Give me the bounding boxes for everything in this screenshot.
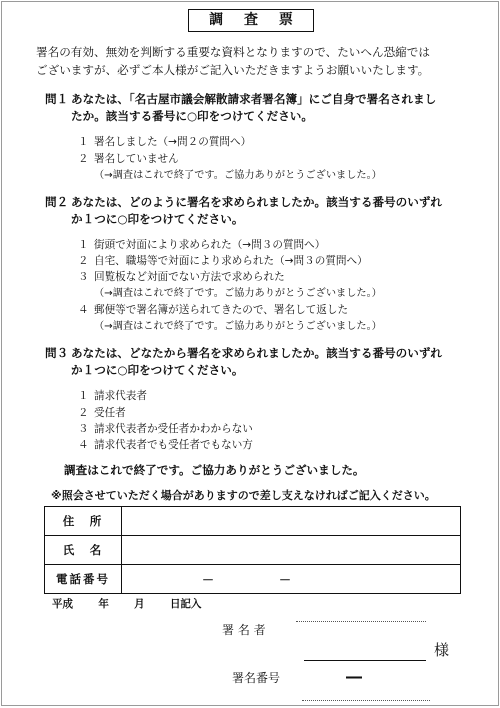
address-label: 住 所 <box>45 507 122 536</box>
question-2-number: 問２ <box>45 195 69 209</box>
question-2 <box>45 195 442 210</box>
question-2-line-2: か１つに○印をつけてください。 <box>71 212 244 226</box>
intro-line-1: 署名の有効、無効を判断する重要な資料となりますので、たいへん恐縮では <box>36 45 430 59</box>
phone-field[interactable] <box>122 565 461 594</box>
q1-note: （→調査はこれで終了です。ご協力ありがとうございました。） <box>94 170 382 181</box>
q1-option-2[interactable]: ２ 署名していません <box>78 153 179 165</box>
phone-separator-2: － <box>279 573 292 587</box>
question-3 <box>45 346 442 361</box>
address-field[interactable] <box>122 507 461 536</box>
date-day[interactable]: 日記入 <box>169 598 202 610</box>
contact-form-table <box>44 506 461 594</box>
phone-label: 電話番号 <box>45 565 122 594</box>
date-line <box>52 597 201 612</box>
q2-note-3: （→調査はこれで終了です。ご協力ありがとうございました。） <box>94 288 382 299</box>
question-1-number: 問１ <box>45 92 69 106</box>
question-3-line-1: あなたは、どなたから署名を求められましたか。該当する番号のいずれ <box>71 346 443 360</box>
question-1-line-2: たか。該当する番号に○印をつけてください。 <box>71 109 313 123</box>
date-month[interactable]: 月 <box>134 598 145 610</box>
signer-dotted-guide <box>296 621 426 622</box>
question-1-line-1: あなたは、「名古屋市議会解散請求者署名簿」にご自身で署名されまし <box>71 92 437 106</box>
page-title: 調 査 票 <box>188 9 314 32</box>
q3-option-4[interactable]: ４ 請求代表者でも受任者でもない方 <box>78 439 253 451</box>
q1-option-1[interactable]: １ 署名しました（→問２の質問へ） <box>78 136 252 148</box>
phone-row <box>45 565 461 594</box>
q2-option-3[interactable]: ３ 回覧板など対面でない方法で求められた <box>78 271 285 283</box>
name-row <box>45 536 461 565</box>
question-1 <box>45 92 436 107</box>
q3-option-2[interactable]: ２ 受任者 <box>78 407 126 419</box>
q2-option-4[interactable]: ４ 郵便等で署名簿が送られてきたので、署名して返した <box>78 304 349 316</box>
q2-option-1[interactable]: １ 街頭で対面により求められた（→問３の質問へ） <box>78 239 326 251</box>
phone-separator-1: － <box>202 573 215 587</box>
question-3-line-2: か１つに○印をつけてください。 <box>71 363 244 377</box>
name-field[interactable] <box>122 536 461 565</box>
signer-name-line[interactable] <box>304 660 426 661</box>
address-row <box>45 507 461 536</box>
name-label: 氏 名 <box>45 536 122 565</box>
q3-option-3[interactable]: ３ 請求代表者か受任者かわからない <box>78 423 253 435</box>
honorific-sama: 様 <box>434 641 450 659</box>
q2-note-4: （→調査はこれで終了です。ご協力ありがとうございました。） <box>94 321 382 332</box>
question-2-line-1: あなたは、どのように署名を求められましたか。該当する番号のいずれ <box>71 195 443 209</box>
contact-notice: ※照会させていただく場合がありますので差し支えなければご記入ください。 <box>51 489 436 502</box>
signature-number-dotted-guide <box>302 700 430 701</box>
date-year[interactable]: 年 <box>98 598 109 610</box>
q3-option-1[interactable]: １ 請求代表者 <box>78 390 147 402</box>
end-message: 調査はこれで終了です。ご協力ありがとうございました。 <box>64 463 365 477</box>
signature-number-separator: ― <box>346 667 362 686</box>
date-era: 平成 <box>52 598 73 610</box>
signature-number-label: 署名番号 <box>232 671 281 685</box>
q2-option-2[interactable]: ２ 自宅、職場等で対面により求められた（→問３の質問へ） <box>78 255 368 267</box>
survey-sheet <box>1 1 499 706</box>
signer-label: 署 名 者 <box>222 623 266 637</box>
question-3-number: 問３ <box>45 346 69 360</box>
intro-line-2: ございますが、必ずご本人様がご記入いただきますようお願いいたします。 <box>36 63 430 77</box>
